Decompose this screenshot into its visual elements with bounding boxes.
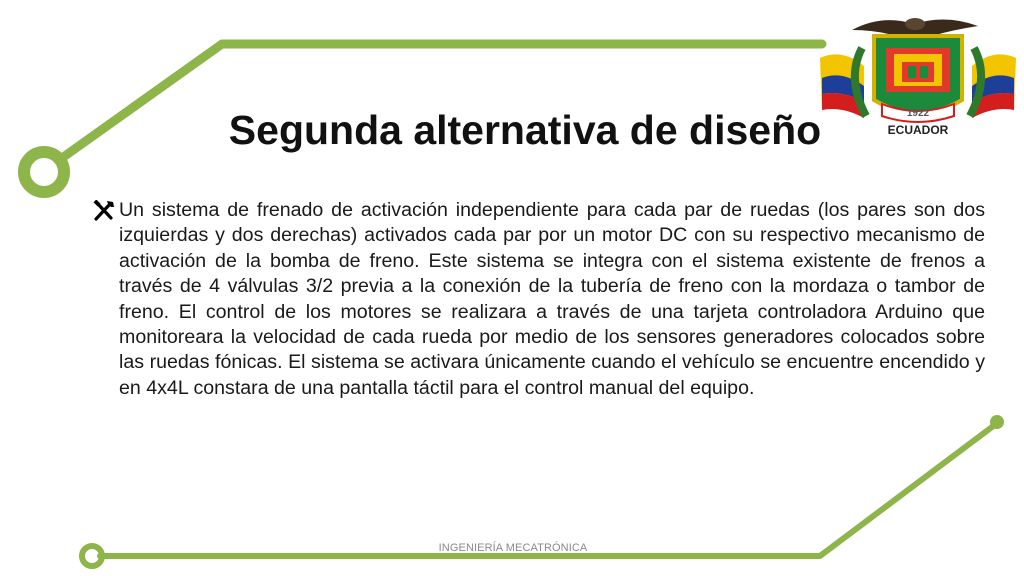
tools-icon — [92, 200, 116, 222]
slide-title: Segunda alternativa de diseño — [228, 107, 822, 153]
logo-year: 1922 — [906, 108, 930, 119]
logo-country: ECUADOR — [887, 123, 949, 137]
top-left-node — [24, 152, 64, 192]
footer-text: INGENIERÍA MECATRÓNICA — [438, 542, 588, 554]
bottom-circuit-line — [100, 424, 996, 556]
bullet-item — [92, 198, 985, 401]
right-node — [990, 415, 1004, 429]
body-paragraph: Un sistema de frenado de activación independiente para cada par de ruedas (los pares son dos izquierdas y dos derechas) activados cada par por un motor DC con su respectivo mecanismo de activación de la bomba de freno. Este sistema se integra con el sistema existente de frenos a través de 4 válvulas 3/2 previa a la conexión de la tubería de freno con la mordaza o tambor de freno. El control de los motores se realizara a través de una tarjeta controladora Arduino que monitoreara la velocidad de cada rueda por medio de los sensores generadores colocados sobre las ruedas fónicas. El sistema se activara únicamente cuando el vehículo se encuentre encendido y en 4x4L constara de una pantalla táctil para el control manual del equipo. — [119, 199, 985, 399]
bottom-left-node — [82, 546, 102, 566]
